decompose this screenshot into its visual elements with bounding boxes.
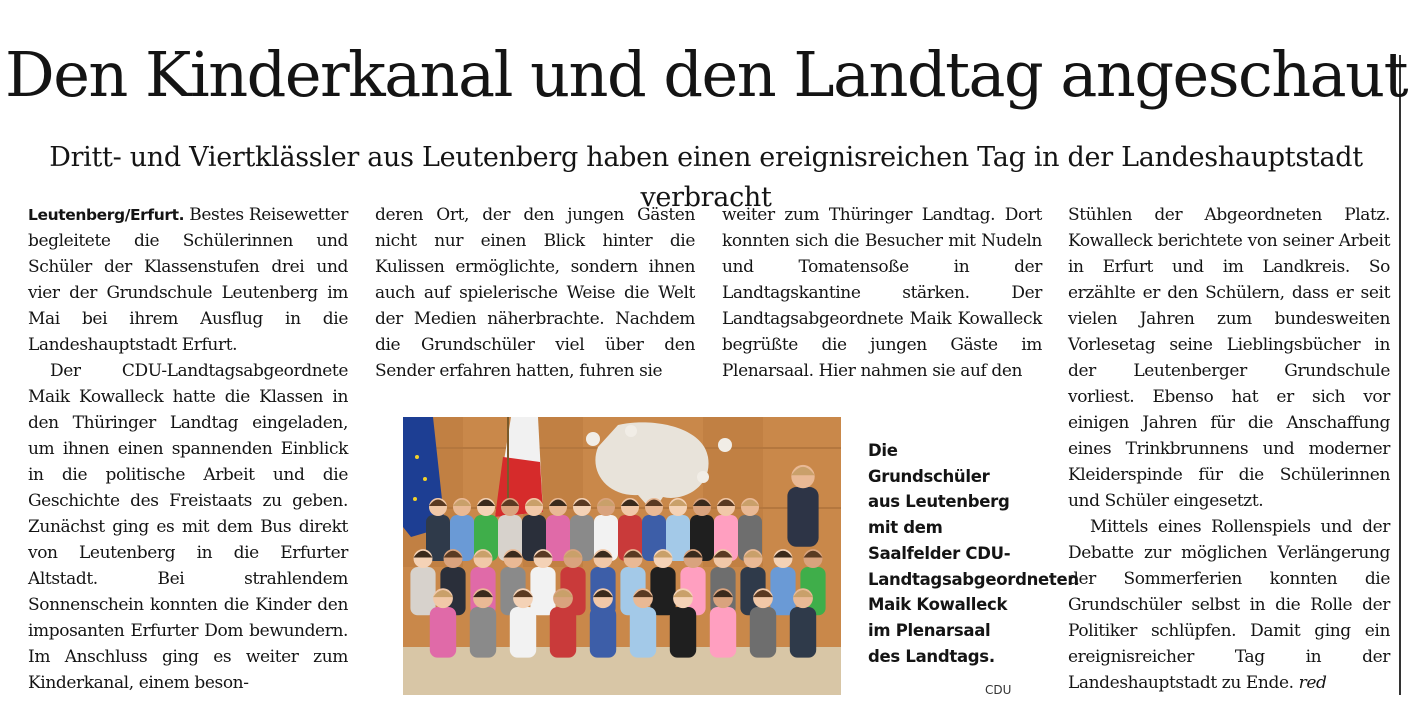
paragraph-6-text: Mittels eines Rollenspiels und der Debatte zur möglichen Verlängerung der Sommerferien konnten die Grundschüler selbst in die Rolle der Politiker schlüpfen. Damit ging ein ereignisreicher Tag in der Landeshauptstadt zu Ende. bbox=[1068, 517, 1390, 693]
photo-person bbox=[630, 588, 656, 657]
paragraph-1 bbox=[28, 202, 348, 358]
column-1 bbox=[28, 202, 348, 696]
photo-caption: Die Grundschüler aus Leutenberg mit dem Saalfelder CDU-Landtagsabgeordneten Maik Kowalleck im Plenarsaal des Landtags. bbox=[868, 441, 1079, 666]
paragraph-4: weiter zum Thüringer Landtag. Dort konnten sich die Besucher mit Nudeln und Tomatensoße in der Landtagskantine stärken. Der Landtagsabgeordnete Maik Kowalleck begrüßte die jungen Gäste im Plenarsaal. Hier nahmen sie auf den bbox=[722, 205, 1042, 381]
photo-credit: CDU bbox=[985, 683, 1012, 697]
paragraph-5: Stühlen der Abgeordneten Platz. Kowalleck berichtete von seiner Arbeit in Erfurt und im Landkreis. So erzählte er den Schülern, dass er seit vielen Jahren zum bundesweiten Vorlesetag seine Lieblingsbücher in der Leutenberger Grundschule vorliest. Ebenso hat er sich vor einigen Jahren für die Anschaffung eines Trinkbrunnens und moderner Kleiderspinde für die Schülerinnen und Schüler eingesetzt. bbox=[1068, 205, 1390, 511]
photo-person bbox=[546, 498, 570, 561]
column-4 bbox=[1068, 202, 1390, 696]
column-2 bbox=[375, 202, 695, 384]
photo-person bbox=[470, 588, 496, 657]
photo-person bbox=[787, 465, 818, 547]
photo-person bbox=[750, 588, 776, 657]
paragraph-1-text: Bestes Reisewetter begleitete die Schülerinnen und Schüler der Klassenstufen drei und vier der Grundschule Leutenberg im Mai bei ihrem Ausflug in die Landeshauptstadt Erfurt. bbox=[28, 205, 348, 355]
paragraph-3: deren Ort, der den jungen Gästen nicht nur einen Blick hinter die Kulissen ermöglichte, sondern ihnen auch auf spielerische Weise die Welt der Medien näherbrachte. Nachdem die Grundschüler viel über den Sender erfahren hatten, fuhren sie bbox=[375, 205, 695, 381]
author-signature: red bbox=[1298, 673, 1327, 693]
photo-person bbox=[426, 498, 450, 561]
paragraph-2: Der CDU-Landtagsabgeordnete Maik Kowalleck hatte die Klassen in den Thüringer Landtag eingeladen, um ihnen einen spannenden Einblick in die politische Arbeit und die Geschichte des Freistaats zu geben. Zunächst ging es mit dem Bus direkt von Leutenberg in die Erfurter Altstadt. Bei strahlendem Sonnenschein konnten die Kinder den imposanten Erfurter Dom bewundern. Im Anschluss ging es weiter zum Kinderkanal, einem beson- bbox=[28, 361, 348, 693]
photo-person bbox=[510, 588, 536, 657]
headline: Den Kinderkanal und den Landtag angeschaut bbox=[5, 38, 1407, 111]
photo-floor bbox=[403, 647, 841, 695]
group-photo bbox=[403, 417, 841, 695]
photo-person bbox=[790, 588, 816, 657]
paragraph-6 bbox=[1068, 514, 1390, 696]
photo-person bbox=[650, 549, 675, 615]
photo-person bbox=[770, 549, 795, 615]
photo-person bbox=[590, 588, 616, 657]
subheadline: Dritt- und Viertklässler aus Leutenberg haben einen ereignisreichen Tag in der Landeshauptstadt verbracht bbox=[49, 142, 1363, 213]
photo-person bbox=[410, 549, 435, 615]
column-3 bbox=[722, 202, 1042, 384]
photo-person bbox=[710, 588, 736, 657]
photo-person bbox=[430, 588, 456, 657]
dateline: Leutenberg/Erfurt. bbox=[28, 206, 185, 224]
photo-person bbox=[666, 498, 690, 561]
photo-person bbox=[670, 588, 696, 657]
photo-person bbox=[550, 588, 576, 657]
photo-person bbox=[530, 549, 555, 615]
